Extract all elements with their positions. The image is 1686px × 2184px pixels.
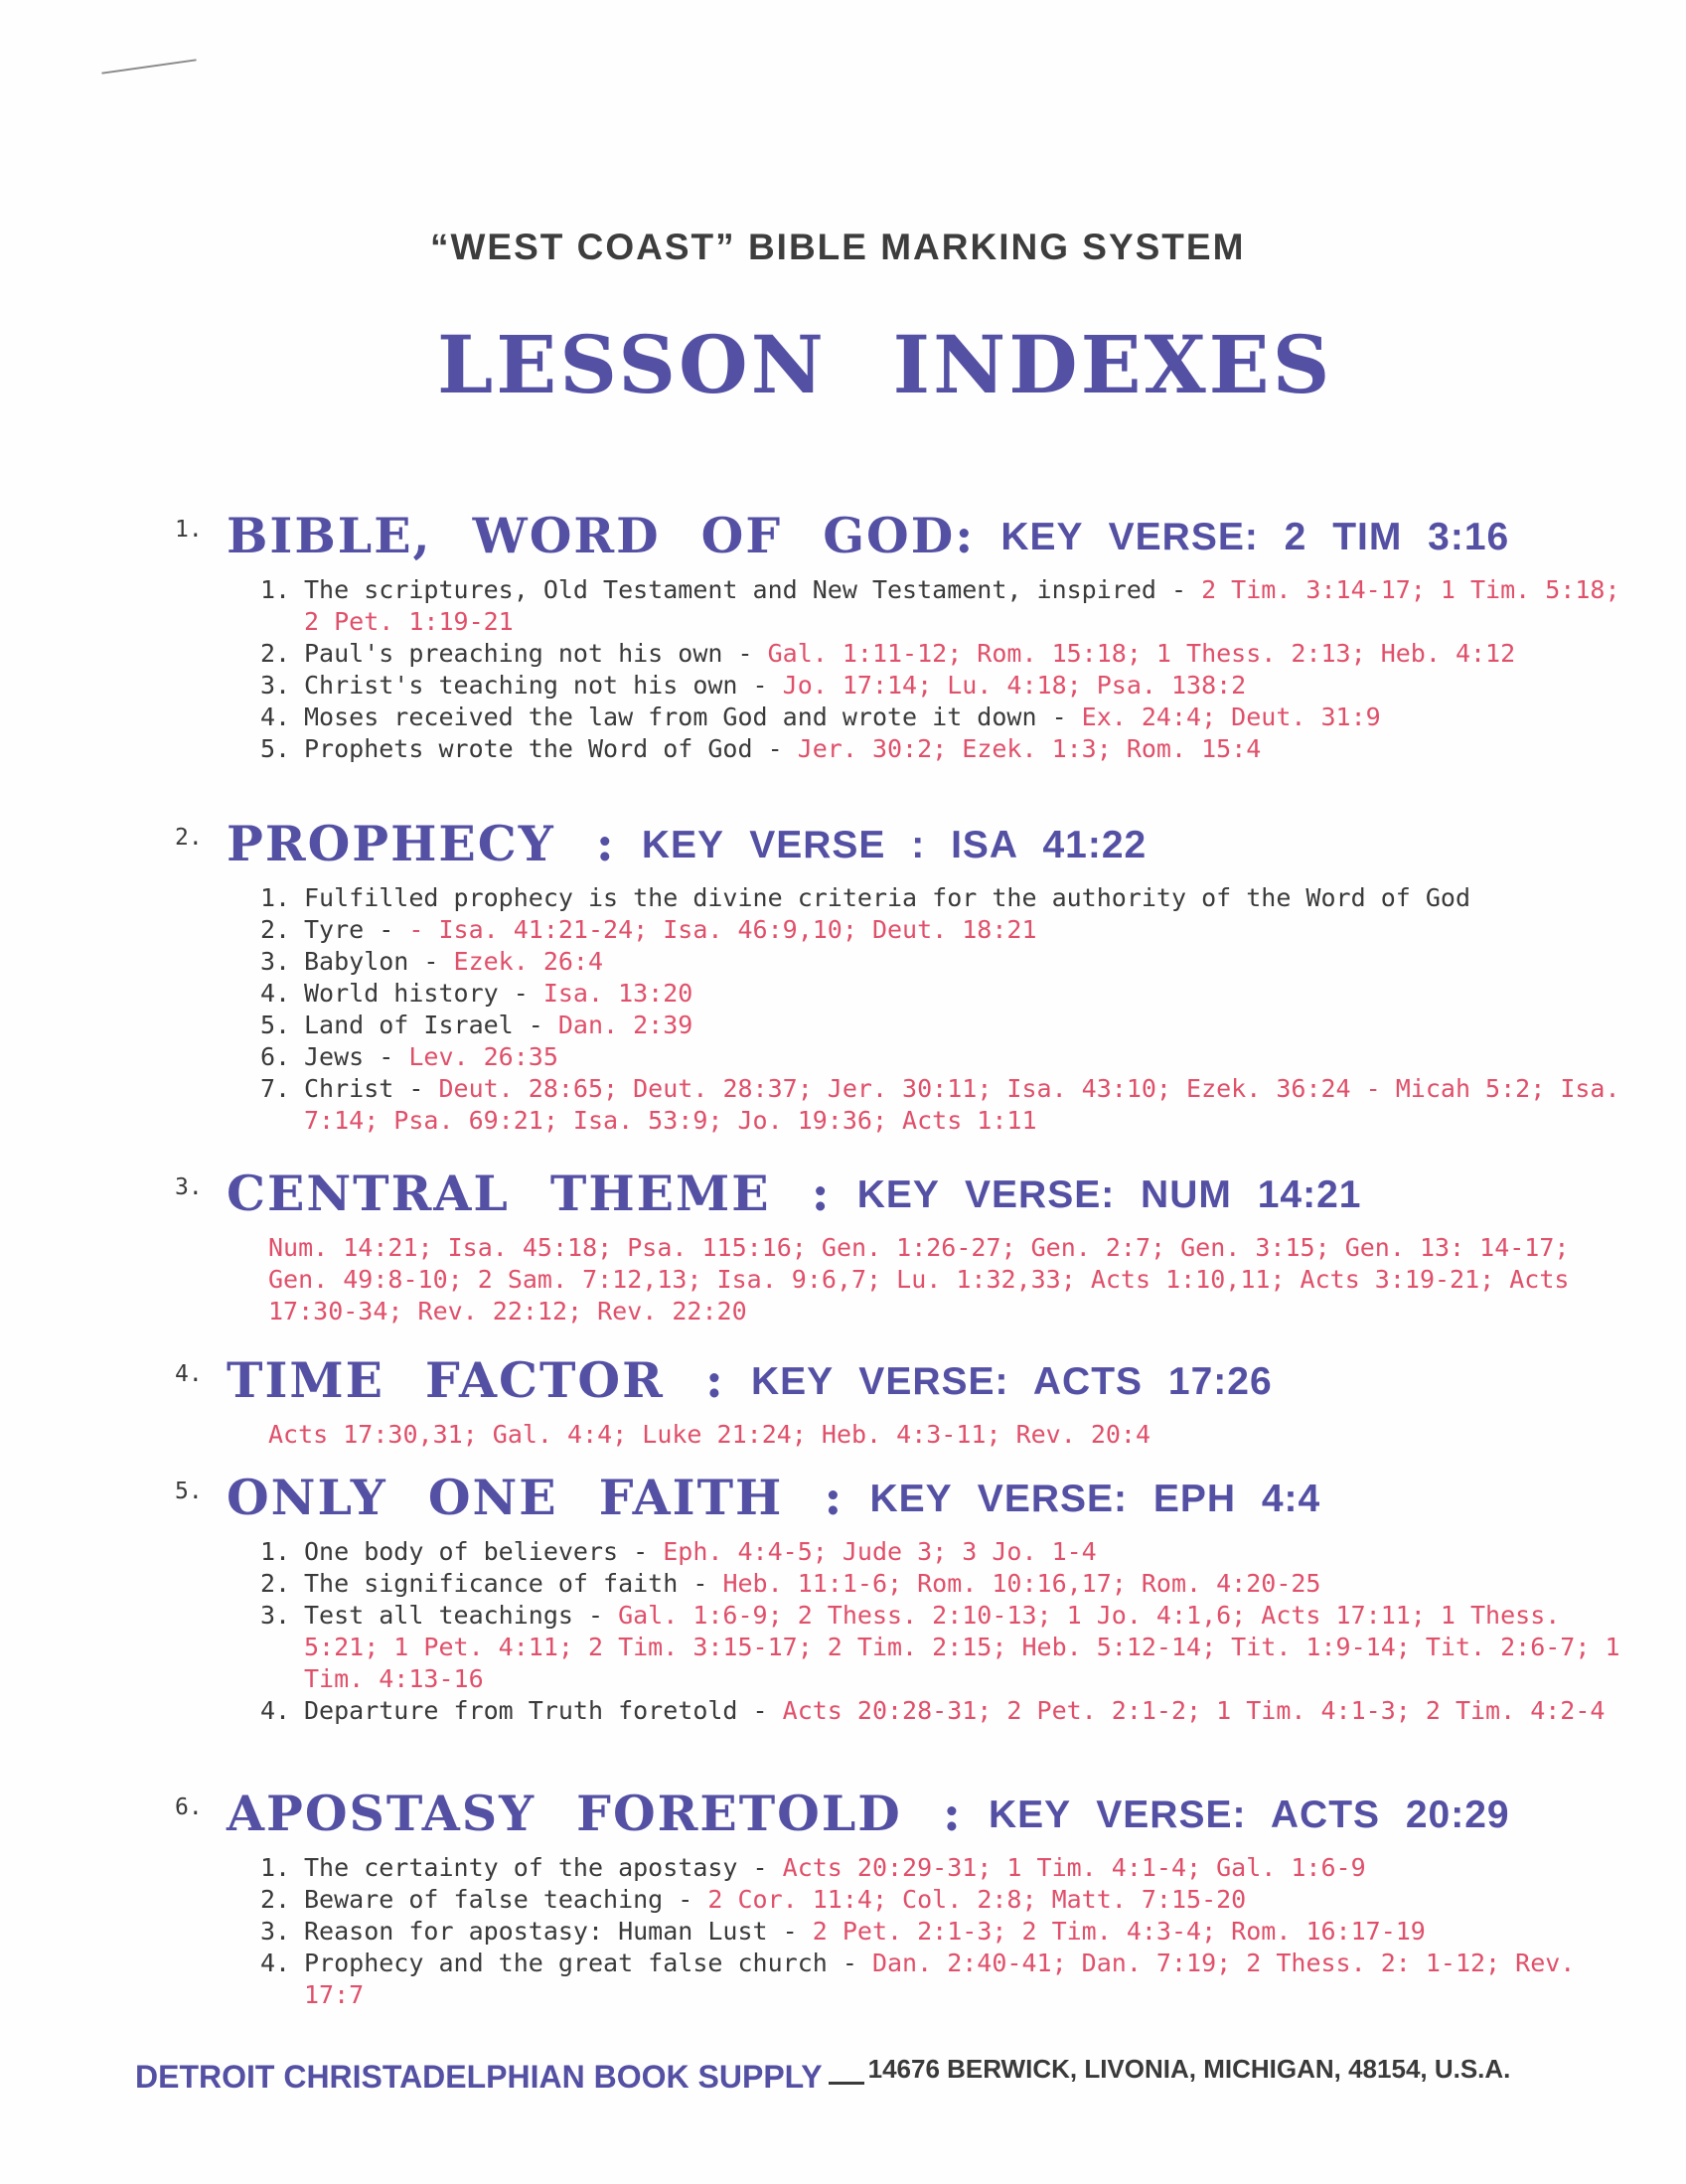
section-heading	[0, 1785, 1686, 1846]
section-heading	[0, 1469, 1686, 1530]
item-references: Ezek. 26:4	[453, 947, 604, 976]
item-number: 3.	[260, 947, 291, 976]
section-number: 6.	[175, 1794, 203, 1820]
list-item	[0, 1041, 1686, 1073]
item-text: Tyre -	[304, 915, 409, 944]
references-paragraph: Num. 14:21; Isa. 45:18; Psa. 115:16; Gen. 1:26-27; Gen. 2:7; Gen. 3:15; Gen. 13: 14-17; Gen. 49:8-10; 2 Sam. 7:12,13; Isa. 9:6,7; Lu. 1:32,33; Acts 1:10,11; Acts 3:19-21; Acts 17:30-34; Rev. 22:12; Rev. 22:20	[268, 1233, 1570, 1326]
list-item	[0, 978, 1686, 1010]
item-list	[0, 574, 1686, 765]
item-references: 2 Pet. 2:1-3; 2 Tim. 4:3-4; Rom. 16:17-19	[812, 1917, 1426, 1946]
publisher-footer	[135, 2054, 1511, 2096]
section-time-factor	[0, 1351, 1686, 1451]
section-title	[227, 1469, 1320, 1526]
list-item	[0, 1568, 1686, 1600]
item-references: Gal. 1:11-12; Rom. 15:18; 1 Thess. 2:13; Heb. 4:12	[767, 639, 1516, 668]
section-number: 3.	[175, 1174, 203, 1200]
item-text: Fulfilled prophecy is the divine criteria for the authority of the Word of God	[304, 883, 1470, 912]
item-references: Heb. 11:1-6; Rom. 10:16,17; Rom. 4:20-25	[722, 1569, 1321, 1598]
section-number: 5.	[175, 1479, 203, 1504]
page-title: LESSON INDEXES	[437, 318, 1333, 411]
list-item	[0, 1536, 1686, 1568]
reference-block	[0, 1419, 1686, 1451]
section-central-theme	[0, 1165, 1686, 1327]
item-number: 1.	[260, 883, 291, 912]
list-item	[0, 1852, 1686, 1884]
item-text: Reason for apostasy: Human Lust -	[304, 1917, 813, 1946]
item-number: 3.	[260, 1601, 291, 1630]
item-list	[0, 1536, 1686, 1727]
references-paragraph: Acts 17:30,31; Gal. 4:4; Luke 21:24; Heb. 4:3-11; Rev. 20:4	[268, 1420, 1151, 1449]
item-text: Test all teachings -	[304, 1601, 619, 1630]
item-references: Lev. 26:35	[408, 1042, 558, 1071]
item-references: Isa. 13:20	[542, 979, 693, 1008]
item-number: 5.	[260, 734, 291, 763]
item-text: Land of Israel -	[304, 1011, 558, 1039]
item-references: Dan. 2:40-41; Dan. 7:19; 2 Thess. 2: 1-12; Rev. 17:7	[304, 1949, 1576, 2009]
list-item	[0, 702, 1686, 733]
item-references: Jer. 30:2; Ezek. 1:3; Rom. 15:4	[797, 734, 1262, 763]
item-text: One body of believers -	[304, 1537, 664, 1566]
item-text: Jews -	[304, 1042, 409, 1071]
list-item	[0, 1010, 1686, 1041]
item-number: 3.	[260, 1917, 291, 1946]
section-title-text: BIBLE, WORD OF GOD:	[227, 507, 976, 564]
item-number: 5.	[260, 1011, 291, 1039]
section-only-one-faith	[0, 1469, 1686, 1727]
section-number: 1.	[175, 517, 203, 543]
item-number: 4.	[260, 702, 291, 731]
item-text: The certainty of the apostasy -	[304, 1853, 783, 1882]
section-title	[227, 1165, 1361, 1222]
list-item	[0, 1948, 1686, 2011]
item-text: Beware of false teaching -	[304, 1885, 708, 1914]
item-references: 2 Tim. 3:14-17; 1 Tim. 5:18; 2 Pet. 1:19-21	[304, 575, 1620, 636]
item-number: 1.	[260, 575, 291, 604]
section-title	[227, 507, 1509, 564]
item-number: 1.	[260, 1537, 291, 1566]
item-number: 4.	[260, 979, 291, 1008]
section-heading	[0, 507, 1686, 568]
section-heading	[0, 815, 1686, 876]
list-item	[0, 1884, 1686, 1916]
list-item	[0, 914, 1686, 946]
item-references: Acts 20:28-31; 2 Pet. 2:1-2; 1 Tim. 4:1-3; 2 Tim. 4:2-4	[782, 1696, 1606, 1725]
section-title	[227, 1785, 1510, 1842]
item-references: 2 Cor. 11:4; Col. 2:8; Matt. 7:15-20	[707, 1885, 1247, 1914]
key-verse: KEY VERSE: 2 TIM 3:16	[1000, 516, 1510, 558]
section-title-text: ONLY ONE FAITH :	[227, 1469, 844, 1526]
supertitle: “WEST COAST” BIBLE MARKING SYSTEM	[430, 227, 1246, 267]
item-text: The significance of faith -	[304, 1569, 723, 1598]
item-text: Prophets wrote the Word of God -	[304, 734, 798, 763]
section-heading	[0, 1165, 1686, 1226]
section-number: 2.	[175, 825, 203, 851]
item-references: Dan. 2:39	[557, 1011, 693, 1039]
key-verse: KEY VERSE: ACTS 17:26	[750, 1360, 1273, 1403]
section-apostasy-foretold	[0, 1785, 1686, 2011]
section-title	[227, 1351, 1273, 1409]
section-heading	[0, 1351, 1686, 1413]
item-number: 2.	[260, 639, 291, 668]
item-references: Acts 20:29-31; 1 Tim. 4:1-4; Gal. 1:6-9	[782, 1853, 1366, 1882]
item-references: Eph. 4:4-5; Jude 3; 3 Jo. 1-4	[663, 1537, 1097, 1566]
list-item	[0, 1916, 1686, 1948]
item-text: Babylon -	[304, 947, 454, 976]
section-title-text: CENTRAL THEME :	[227, 1165, 832, 1222]
item-number: 3.	[260, 671, 291, 700]
item-references: Ex. 24:4; Deut. 31:9	[1081, 702, 1381, 731]
item-number: 2.	[260, 1569, 291, 1598]
section-title-text: APOSTASY FORETOLD :	[227, 1785, 963, 1842]
key-verse: KEY VERSE : ISA 41:22	[641, 824, 1148, 866]
item-number: 4.	[260, 1949, 291, 1977]
item-text: Paul's preaching not his own -	[304, 639, 768, 668]
key-verse: KEY VERSE: EPH 4:4	[869, 1478, 1321, 1520]
item-number: 2.	[260, 1885, 291, 1914]
item-text: Prophecy and the great false church -	[304, 1949, 872, 1977]
publisher-name: DETROIT CHRISTADELPHIAN BOOK SUPPLY	[135, 2059, 823, 2095]
section-bible-word-of-god	[0, 507, 1686, 765]
section-title	[227, 815, 1147, 872]
list-item	[0, 670, 1686, 702]
section-title-text: PROPHECY :	[227, 815, 616, 872]
item-list	[0, 1852, 1686, 2011]
item-text: Christ -	[304, 1074, 439, 1103]
item-number: 2.	[260, 915, 291, 944]
pen-mark	[101, 59, 196, 74]
section-prophecy	[0, 815, 1686, 1137]
key-verse: KEY VERSE: ACTS 20:29	[988, 1794, 1510, 1836]
list-item	[0, 1695, 1686, 1727]
item-text: Departure from Truth foretold -	[304, 1696, 783, 1725]
list-item	[0, 946, 1686, 978]
item-text: The scriptures, Old Testament and New Testament, inspired -	[304, 575, 1202, 604]
item-references: - Isa. 41:21-24; Isa. 46:9,10; Deut. 18:21	[408, 915, 1037, 944]
list-item	[0, 638, 1686, 670]
key-verse: KEY VERSE: NUM 14:21	[856, 1173, 1362, 1216]
item-text: Christ's teaching not his own -	[304, 671, 783, 700]
item-references: Jo. 17:14; Lu. 4:18; Psa. 138:2	[782, 671, 1247, 700]
item-number: 7.	[260, 1074, 291, 1103]
list-item	[0, 882, 1686, 914]
publisher-address: 14676 BERWICK, LIVONIA, MICHIGAN, 48154, U.S.A.	[867, 2054, 1511, 2084]
reference-block	[0, 1232, 1686, 1327]
item-list	[0, 882, 1686, 1137]
item-text: Moses received the law from God and wrote it down -	[304, 702, 1082, 731]
footer-dash	[829, 2082, 864, 2085]
item-references: Gal. 1:6-9; 2 Thess. 2:10-13; 1 Jo. 4:1,6; Acts 17:11; 1 Thess. 5:21; 1 Pet. 4:11; 2 Tim. 3:15-17; 2 Tim. 2:15; Heb. 5:12-14; Tit. 1:9-14; Tit. 2:6-7; 1 Tim. 4:13-16	[304, 1601, 1620, 1693]
section-title-text: TIME FACTOR :	[227, 1351, 725, 1409]
item-number: 6.	[260, 1042, 291, 1071]
item-number: 4.	[260, 1696, 291, 1725]
list-item	[0, 1600, 1686, 1695]
item-number: 1.	[260, 1853, 291, 1882]
list-item	[0, 574, 1686, 638]
item-references: Deut. 28:65; Deut. 28:37; Jer. 30:11; Isa. 43:10; Ezek. 36:24 - Micah 5:2; Isa. 7:14; Psa. 69:21; Isa. 53:9; Jo. 19:36; Acts 1:11	[304, 1074, 1620, 1135]
section-number: 4.	[175, 1361, 203, 1387]
item-text: World history -	[304, 979, 543, 1008]
list-item	[0, 733, 1686, 765]
list-item	[0, 1073, 1686, 1137]
